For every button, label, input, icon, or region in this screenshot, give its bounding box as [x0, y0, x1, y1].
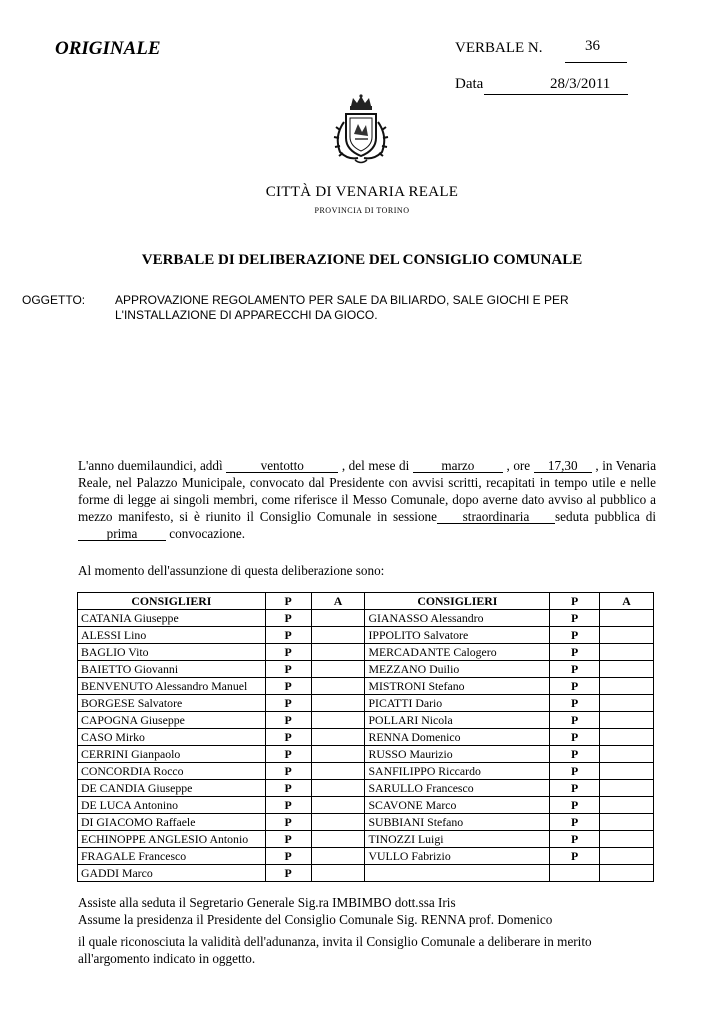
councillor-name-cell: PICATTI Dario [365, 695, 550, 712]
present-cell: P [265, 661, 311, 678]
councillor-name-cell: BAGLIO Vito [78, 644, 266, 661]
councillor-name-cell: CAPOGNA Giuseppe [78, 712, 266, 729]
councillor-name-cell: CASO Mirko [78, 729, 266, 746]
paragraph-text: , ore [506, 458, 531, 473]
councillor-name-cell: SANFILIPPO Riccardo [365, 763, 550, 780]
councillor-name-cell: IPPOLITO Salvatore [365, 627, 550, 644]
present-cell: P [265, 763, 311, 780]
present-cell: P [550, 831, 600, 848]
president-line: Assume la presidenza il Presidente del Consiglio Comunale Sig. RENNA prof. Domenico [78, 912, 553, 927]
table-row [78, 848, 654, 865]
councillor-name-cell [365, 865, 550, 882]
present-cell: P [550, 780, 600, 797]
table-row [78, 729, 654, 746]
councillor-name-cell: ECHINOPPE ANGLESIO Antonio [78, 831, 266, 848]
table-row [78, 644, 654, 661]
paragraph-text: L'anno duemilaundici, addì [78, 458, 223, 473]
present-cell: P [550, 712, 600, 729]
attendance-intro: Al momento dell'assunzione di questa deliberazione sono: [78, 563, 385, 578]
councillor-name-cell: BENVENUTO Alessandro Manuel [78, 678, 266, 695]
present-cell: P [265, 712, 311, 729]
column-header: A [311, 593, 365, 610]
present-cell: P [265, 678, 311, 695]
table-row [78, 746, 654, 763]
column-header: CONSIGLIERI [365, 593, 550, 610]
column-header: CONSIGLIERI [78, 593, 266, 610]
absent-cell [311, 865, 365, 882]
absent-cell [600, 814, 654, 831]
present-cell: P [550, 627, 600, 644]
councillor-name-cell: ALESSI Lino [78, 627, 266, 644]
hour-field: 17,30 [534, 459, 592, 473]
absent-cell [311, 729, 365, 746]
councillor-name-cell: CONCORDIA Rocco [78, 763, 266, 780]
councillor-name-cell: SUBBIANI Stefano [365, 814, 550, 831]
city-coat-of-arms-icon [322, 92, 400, 170]
absent-cell [311, 712, 365, 729]
date-label: Data [455, 76, 484, 92]
absent-cell [311, 831, 365, 848]
present-cell: P [550, 678, 600, 695]
absent-cell [600, 746, 654, 763]
date-value: 28/3/2011 [550, 76, 611, 92]
subject-line-1: APPROVAZIONE REGOLAMENTO PER SALE DA BILIARDO, SALE GIOCHI E PER [115, 293, 569, 307]
paragraph-text: seduta pubblica di [554, 509, 656, 524]
present-cell: P [265, 831, 311, 848]
present-cell: P [550, 661, 600, 678]
absent-cell [600, 678, 654, 695]
absent-cell [311, 814, 365, 831]
originale-stamp: ORIGINALE [55, 38, 161, 59]
councillor-name-cell: DE LUCA Antonino [78, 797, 266, 814]
absent-cell [600, 610, 654, 627]
document-title: VERBALE DI DELIBERAZIONE DEL CONSIGLIO COMUNALE [141, 252, 583, 268]
verbale-number-underline [565, 62, 627, 63]
present-cell: P [550, 610, 600, 627]
councillor-name-cell: GIANASSO Alessandro [365, 610, 550, 627]
present-cell: P [265, 746, 311, 763]
absent-cell [311, 644, 365, 661]
present-cell [550, 865, 600, 882]
absent-cell [600, 780, 654, 797]
absent-cell [600, 848, 654, 865]
councillor-name-cell: SARULLO Francesco [365, 780, 550, 797]
absent-cell [600, 797, 654, 814]
present-cell: P [550, 729, 600, 746]
present-cell: P [550, 644, 600, 661]
present-cell: P [550, 746, 600, 763]
verbale-number-label: VERBALE N. [455, 40, 543, 56]
session-paragraph [78, 457, 656, 542]
absent-cell [311, 610, 365, 627]
secretary-line: Assiste alla seduta il Segretario Generale Sig.ra IMBIMBO dott.ssa Iris [78, 895, 456, 910]
councillor-name-cell: RENNA Domenico [365, 729, 550, 746]
present-cell: P [550, 848, 600, 865]
table-header-row [78, 593, 654, 610]
paragraph-text: , in Venaria Reale, nel Palazzo Municipale, convocato dal Presidente con avvisi scritti, recapitati in tempo utile e nelle forme di legge ai singoli membri, come riferisce il Messo Comunale, dopo averne dato avviso al pubblico a mezzo manifesto, si è riunito il Consiglio Comunale in sessione [78, 458, 657, 524]
city-name: CITTÀ DI VENARIA REALE [265, 184, 459, 200]
councillor-name-cell: RUSSO Maurizio [365, 746, 550, 763]
table-row [78, 865, 654, 882]
councillor-name-cell: TINOZZI Luigi [365, 831, 550, 848]
table-row [78, 797, 654, 814]
councillor-name-cell: VULLO Fabrizio [365, 848, 550, 865]
table-row [78, 627, 654, 644]
subject-line-2: L'INSTALLAZIONE DI APPARECCHI DA GIOCO. [115, 308, 378, 322]
councillor-name-cell: FRAGALE Francesco [78, 848, 266, 865]
councillor-name-cell: GADDI Marco [78, 865, 266, 882]
councillor-name-cell: CERRINI Gianpaolo [78, 746, 266, 763]
table-row [78, 610, 654, 627]
present-cell: P [265, 848, 311, 865]
councillor-name-cell: MEZZANO Duilio [365, 661, 550, 678]
table-row [78, 695, 654, 712]
attendance-table [77, 592, 654, 882]
absent-cell [600, 712, 654, 729]
present-cell: P [550, 695, 600, 712]
present-cell: P [265, 610, 311, 627]
councillor-name-cell: BAIETTO Giovanni [78, 661, 266, 678]
subject-label: OGGETTO: [22, 293, 86, 307]
absent-cell [600, 763, 654, 780]
absent-cell [311, 695, 365, 712]
present-cell: P [265, 780, 311, 797]
present-cell: P [265, 627, 311, 644]
present-cell: P [265, 797, 311, 814]
footer-notes [78, 894, 658, 967]
absent-cell [600, 644, 654, 661]
present-cell: P [550, 814, 600, 831]
present-cell: P [550, 763, 600, 780]
column-header: P [265, 593, 311, 610]
present-cell: P [550, 797, 600, 814]
absent-cell [311, 780, 365, 797]
table-row [78, 814, 654, 831]
absent-cell [600, 661, 654, 678]
present-cell: P [265, 814, 311, 831]
absent-cell [600, 831, 654, 848]
province-name: PROVINCIA DI TORINO [314, 206, 410, 215]
absent-cell [600, 627, 654, 644]
validity-line: il quale riconosciuta la validità dell'adunanza, invita il Consiglio Comunale a deliberare in merito all'argomento indicato in oggetto. [78, 934, 592, 966]
column-header: P [550, 593, 600, 610]
day-field: ventotto [226, 459, 338, 473]
present-cell: P [265, 644, 311, 661]
verbale-number-value: 36 [585, 38, 600, 54]
councillor-name-cell: BORGESE Salvatore [78, 695, 266, 712]
present-cell: P [265, 865, 311, 882]
councillor-name-cell: MERCADANTE Calogero [365, 644, 550, 661]
councillor-name-cell: MISTRONI Stefano [365, 678, 550, 695]
column-header: A [600, 593, 654, 610]
table-row [78, 831, 654, 848]
table-row [78, 678, 654, 695]
absent-cell [311, 797, 365, 814]
absent-cell [311, 848, 365, 865]
councillor-name-cell: DE CANDIA Giuseppe [78, 780, 266, 797]
absent-cell [600, 729, 654, 746]
month-field: marzo [413, 459, 503, 473]
subject-text [115, 293, 635, 323]
session-type-field: straordinaria [437, 510, 555, 524]
absent-cell [311, 627, 365, 644]
absent-cell [600, 695, 654, 712]
table-row [78, 763, 654, 780]
table-row [78, 661, 654, 678]
absent-cell [311, 763, 365, 780]
councillor-name-cell: CATANIA Giuseppe [78, 610, 266, 627]
table-row [78, 780, 654, 797]
councillor-name-cell: POLLARI Nicola [365, 712, 550, 729]
present-cell: P [265, 729, 311, 746]
date-underline [484, 94, 628, 95]
paragraph-text: , del mese di [341, 458, 410, 473]
convocation-field: prima [78, 527, 166, 541]
absent-cell [600, 865, 654, 882]
councillor-name-cell: DI GIACOMO Raffaele [78, 814, 266, 831]
absent-cell [311, 661, 365, 678]
present-cell: P [265, 695, 311, 712]
table-row [78, 712, 654, 729]
absent-cell [311, 678, 365, 695]
absent-cell [311, 746, 365, 763]
paragraph-text: convocazione. [169, 526, 246, 541]
councillor-name-cell: SCAVONE Marco [365, 797, 550, 814]
